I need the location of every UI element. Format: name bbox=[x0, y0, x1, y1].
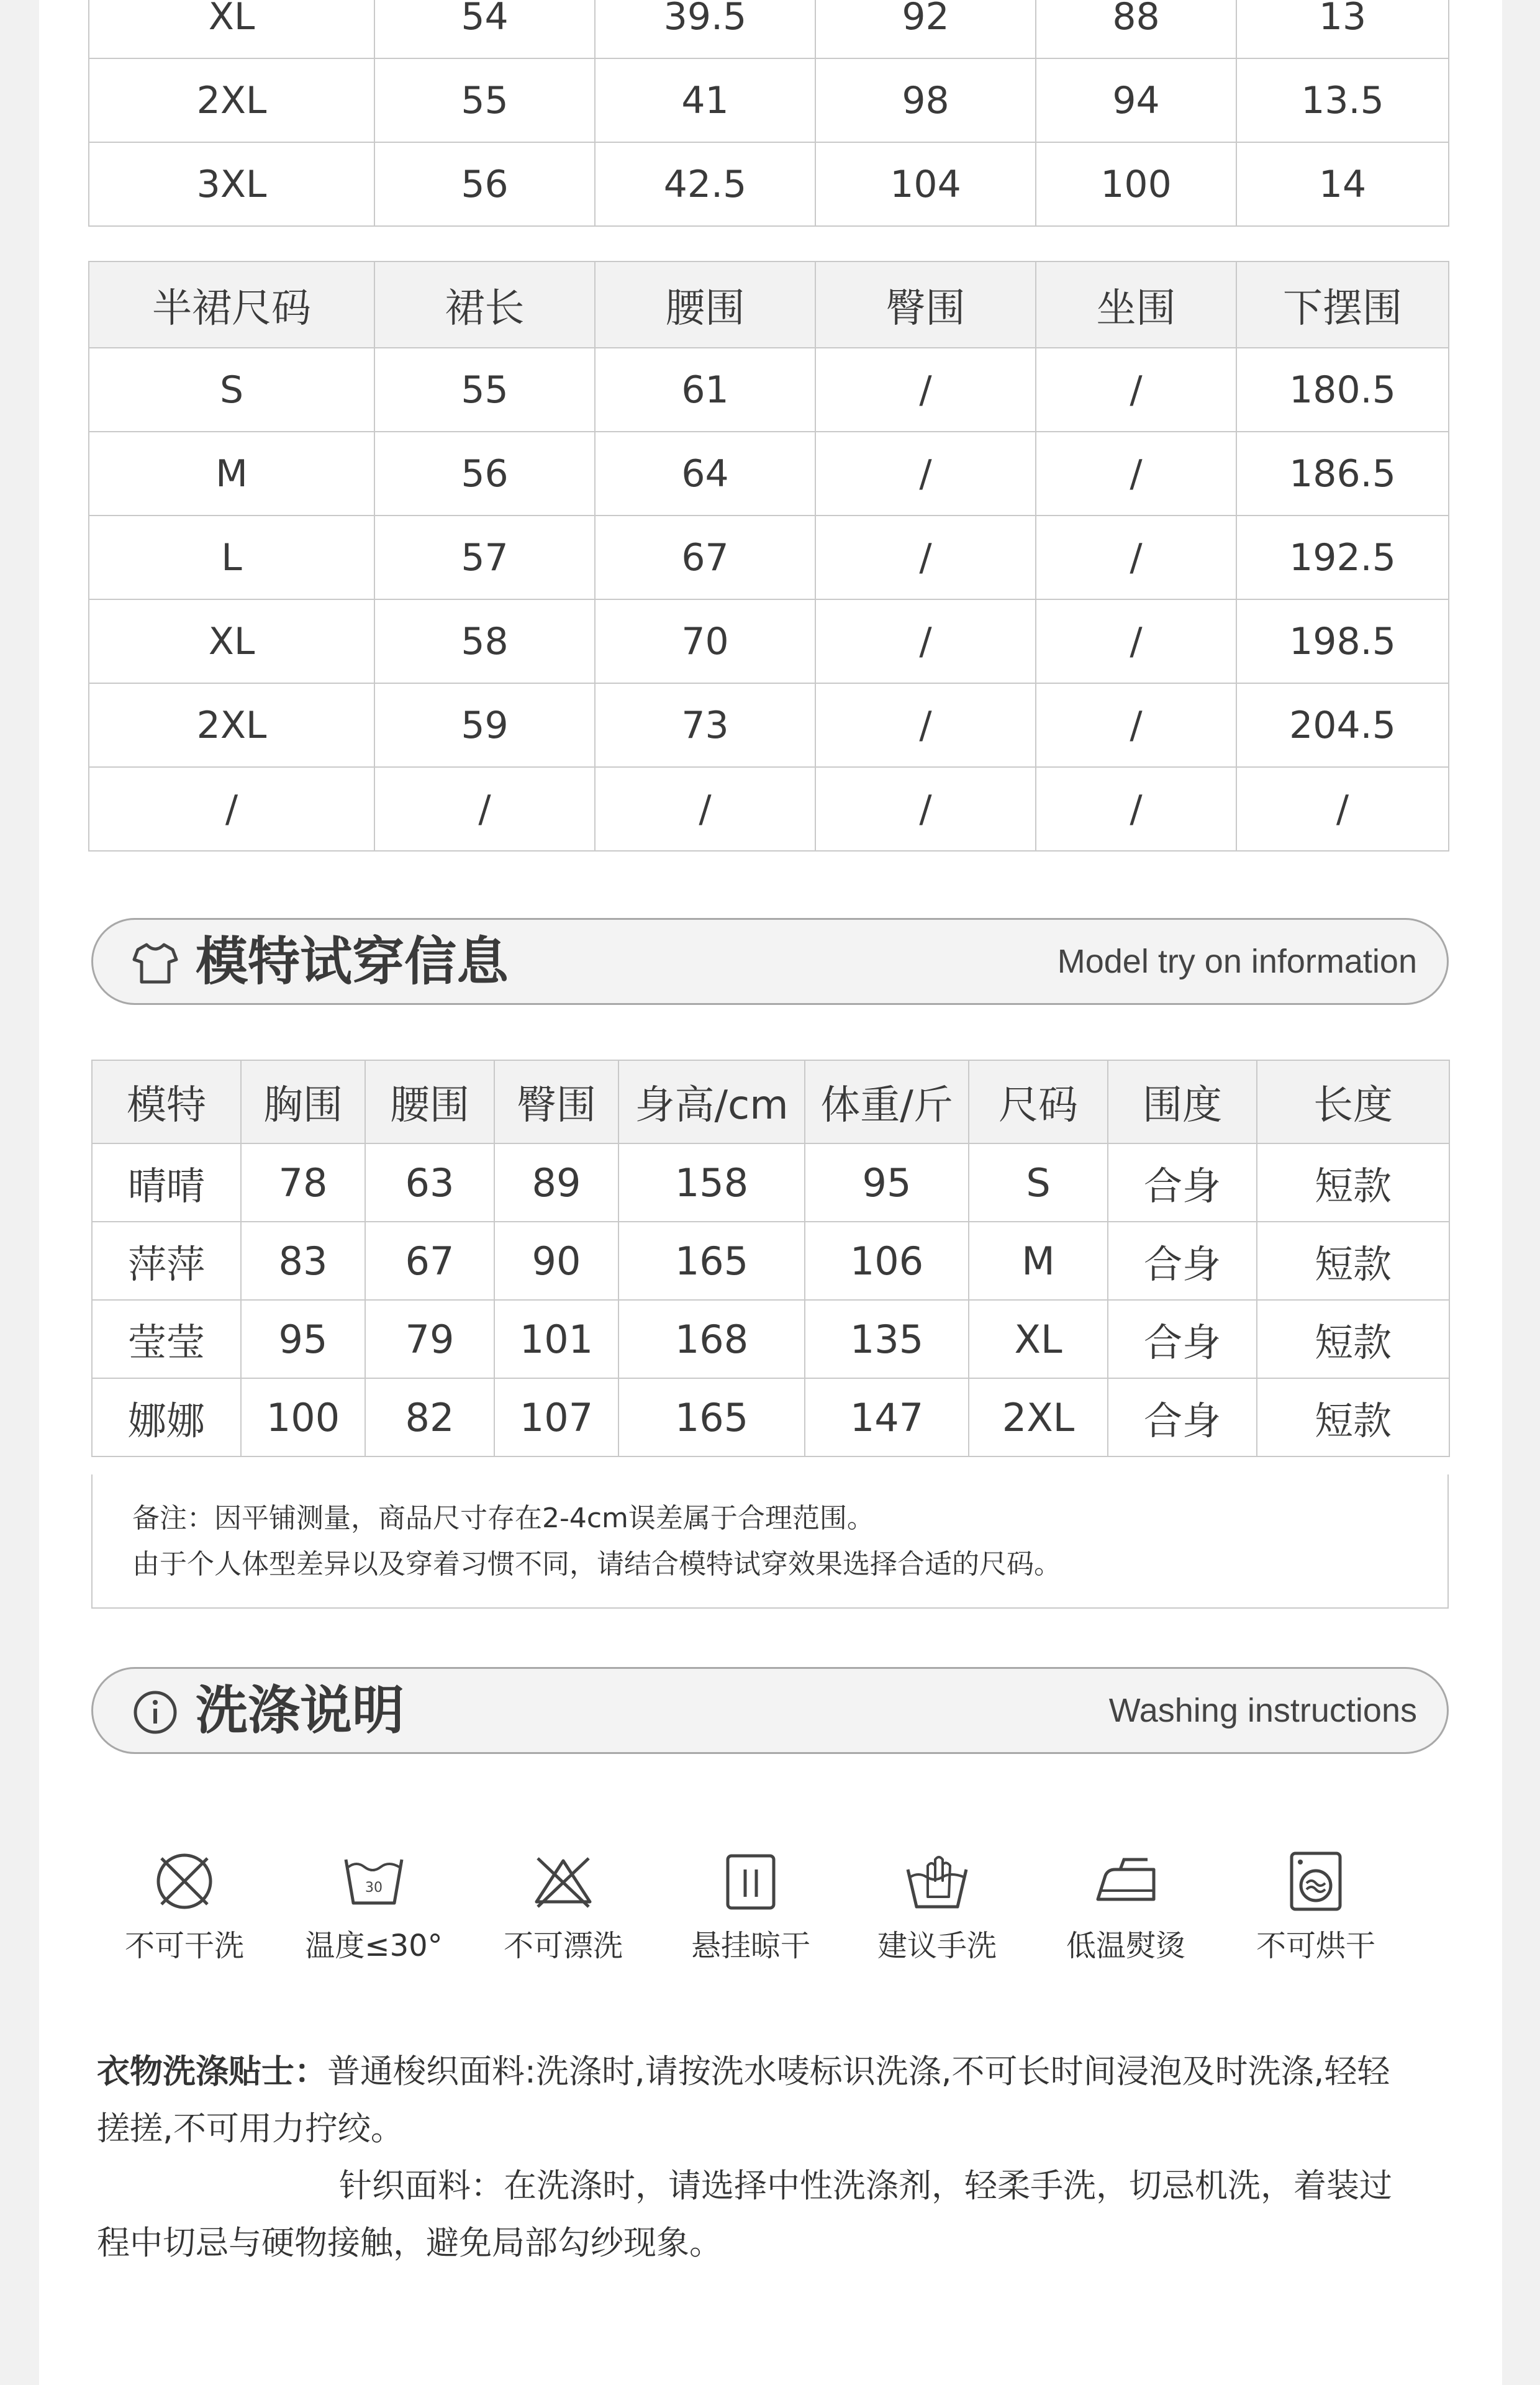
table-row bbox=[89, 767, 1449, 851]
column-header: 臀围 bbox=[815, 261, 1036, 348]
shirt-icon bbox=[130, 938, 180, 988]
table-cell: 55 bbox=[374, 348, 595, 432]
table-cell: / bbox=[1036, 348, 1236, 432]
tips-label: 衣物洗涤贴士： bbox=[97, 2053, 327, 2091]
table-cell: 101 bbox=[494, 1300, 618, 1378]
care-item-hand-wash bbox=[844, 1847, 1030, 1965]
table-cell: 82 bbox=[365, 1378, 494, 1456]
column-header: 模特 bbox=[92, 1060, 241, 1143]
table-row bbox=[89, 599, 1449, 683]
table-cell: 67 bbox=[595, 516, 815, 599]
model-info-banner bbox=[91, 918, 1449, 1005]
table-cell: 104 bbox=[815, 142, 1036, 226]
table-cell: 88 bbox=[1036, 0, 1236, 58]
top-size-table bbox=[88, 0, 1449, 227]
table-cell: 晴晴 bbox=[92, 1143, 241, 1222]
column-header: 腰围 bbox=[365, 1060, 494, 1143]
table-cell: 合身 bbox=[1108, 1300, 1257, 1378]
table-cell: 165 bbox=[618, 1378, 805, 1456]
table-cell: 168 bbox=[618, 1300, 805, 1378]
table-cell: 98 bbox=[815, 58, 1036, 142]
table-cell: 95 bbox=[241, 1300, 365, 1378]
table-cell: 41 bbox=[595, 58, 815, 142]
table-cell: 92 bbox=[815, 0, 1036, 58]
table-cell: 2XL bbox=[89, 58, 374, 142]
wash-30-icon bbox=[340, 1847, 408, 1915]
table-cell: XL bbox=[89, 0, 374, 58]
table-cell: / bbox=[815, 767, 1036, 851]
table-row bbox=[92, 1300, 1449, 1378]
washing-banner bbox=[91, 1667, 1449, 1754]
tip-line-1 bbox=[97, 2043, 1506, 2101]
table-row bbox=[89, 432, 1449, 516]
table-cell: 短款 bbox=[1257, 1222, 1449, 1300]
table-cell: 95 bbox=[805, 1143, 969, 1222]
model-info-subtitle: Model try on information bbox=[1057, 943, 1417, 980]
column-header: 尺码 bbox=[969, 1060, 1108, 1143]
table-cell: / bbox=[815, 599, 1036, 683]
table-cell: 79 bbox=[365, 1300, 494, 1378]
table-cell: 192.5 bbox=[1236, 516, 1449, 599]
table-cell: 莹莹 bbox=[92, 1300, 241, 1378]
table-cell: 198.5 bbox=[1236, 599, 1449, 683]
table-cell: 147 bbox=[805, 1378, 969, 1456]
table-cell: 14 bbox=[1236, 142, 1449, 226]
table-row bbox=[89, 0, 1449, 58]
table-cell: 2XL bbox=[969, 1378, 1108, 1456]
table-cell: 56 bbox=[374, 142, 595, 226]
column-header: 坐围 bbox=[1036, 261, 1236, 348]
column-header: 体重/斤 bbox=[805, 1060, 969, 1143]
table-cell: 158 bbox=[618, 1143, 805, 1222]
column-header: 围度 bbox=[1108, 1060, 1257, 1143]
note-line-2: 由于个人体型差异以及穿着习惯不同，请结合模特试穿效果选择合适的尺码。 bbox=[132, 1548, 1061, 1580]
table-cell: 107 bbox=[494, 1378, 618, 1456]
table-cell: 13.5 bbox=[1236, 58, 1449, 142]
care-item-wash-30 bbox=[281, 1847, 467, 1965]
column-header: 裙长 bbox=[374, 261, 595, 348]
table-cell: 短款 bbox=[1257, 1143, 1449, 1222]
column-header: 长度 bbox=[1257, 1060, 1449, 1143]
care-label: 不可漂洗 bbox=[503, 1928, 623, 1963]
table-cell: 合身 bbox=[1108, 1143, 1257, 1222]
table-cell: 短款 bbox=[1257, 1300, 1449, 1378]
table-row bbox=[92, 1143, 1449, 1222]
table-cell: 63 bbox=[365, 1143, 494, 1222]
table-cell: 39.5 bbox=[595, 0, 815, 58]
table-cell: 83 bbox=[241, 1222, 365, 1300]
table-cell: / bbox=[815, 683, 1036, 767]
table-cell: / bbox=[595, 767, 815, 851]
table-cell: S bbox=[969, 1143, 1108, 1222]
table-cell: 78 bbox=[241, 1143, 365, 1222]
column-header: 胸围 bbox=[241, 1060, 365, 1143]
table-row bbox=[89, 58, 1449, 142]
table-cell: 55 bbox=[374, 58, 595, 142]
table-row bbox=[92, 1378, 1449, 1456]
hand-wash-icon bbox=[903, 1847, 971, 1915]
tip-line-3: 针织面料：在洗涤时，请选择中性洗涤剂，轻柔手洗，切忌机洗，着装过 bbox=[339, 2167, 1392, 2205]
table-cell: 合身 bbox=[1108, 1378, 1257, 1456]
sizing-note bbox=[91, 1474, 1449, 1609]
model-info-title: 模特试穿信息 bbox=[196, 931, 509, 992]
table-cell: 89 bbox=[494, 1143, 618, 1222]
table-cell: 100 bbox=[1036, 142, 1236, 226]
table-cell: / bbox=[374, 767, 595, 851]
tip-line-4: 程中切忌与硬物接触，避免局部勾纱现象。 bbox=[97, 2224, 722, 2262]
table-cell: 165 bbox=[618, 1222, 805, 1300]
table-cell: 56 bbox=[374, 432, 595, 516]
care-label: 悬挂晾干 bbox=[691, 1928, 810, 1963]
table-row bbox=[92, 1222, 1449, 1300]
table-cell: / bbox=[815, 432, 1036, 516]
washing-title: 洗涤说明 bbox=[196, 1680, 405, 1741]
care-label: 不可烘干 bbox=[1256, 1928, 1375, 1963]
table-cell: 58 bbox=[374, 599, 595, 683]
table-cell: / bbox=[1036, 767, 1236, 851]
table-cell: M bbox=[969, 1222, 1108, 1300]
table-cell: 90 bbox=[494, 1222, 618, 1300]
table-cell: 106 bbox=[805, 1222, 969, 1300]
table-cell: 13 bbox=[1236, 0, 1449, 58]
table-cell: 204.5 bbox=[1236, 683, 1449, 767]
hang-dry-icon bbox=[717, 1847, 785, 1915]
table-cell: 100 bbox=[241, 1378, 365, 1456]
product-detail-page bbox=[39, 0, 1502, 2385]
table-cell: 短款 bbox=[1257, 1378, 1449, 1456]
table-row bbox=[89, 142, 1449, 226]
care-item-no-tumble-dry bbox=[1223, 1847, 1409, 1965]
table-cell: 180.5 bbox=[1236, 348, 1449, 432]
table-row bbox=[89, 683, 1449, 767]
table-cell: XL bbox=[89, 599, 374, 683]
model-try-on-table bbox=[91, 1060, 1450, 1457]
column-header: 下摆围 bbox=[1236, 261, 1449, 348]
table-cell: 67 bbox=[365, 1222, 494, 1300]
skirt-size-table bbox=[88, 261, 1449, 852]
care-item-no-dry-clean bbox=[91, 1847, 278, 1965]
wash-temp-badge: 30 bbox=[365, 1880, 383, 1896]
tip-line-2: 搓搓,不可用力拧绞。 bbox=[97, 2110, 404, 2148]
table-cell: 135 bbox=[805, 1300, 969, 1378]
column-header: 身高/cm bbox=[618, 1060, 805, 1143]
table-cell: 186.5 bbox=[1236, 432, 1449, 516]
care-item-no-bleach bbox=[470, 1847, 656, 1965]
table-cell: 42.5 bbox=[595, 142, 815, 226]
table-cell: 54 bbox=[374, 0, 595, 58]
table-cell: / bbox=[1036, 683, 1236, 767]
table-cell: / bbox=[1036, 599, 1236, 683]
tip-woven: 普通梭织面料:洗涤时,请按洗水唛标识洗涤,不可长时间浸泡及时洗涤,轻轻 bbox=[327, 2053, 1390, 2091]
table-cell: / bbox=[815, 516, 1036, 599]
table-cell: XL bbox=[969, 1300, 1108, 1378]
column-header: 半裙尺码 bbox=[89, 261, 374, 348]
note-line-1: 备注：因平铺测量，商品尺寸存在2-4cm误差属于合理范围。 bbox=[132, 1502, 874, 1534]
table-cell: / bbox=[1236, 767, 1449, 851]
table-cell: / bbox=[815, 348, 1036, 432]
no-bleach-icon bbox=[529, 1847, 597, 1915]
washing-subtitle: Washing instructions bbox=[1108, 1692, 1417, 1729]
table-cell: 2XL bbox=[89, 683, 374, 767]
table-cell: / bbox=[1036, 432, 1236, 516]
table-row bbox=[89, 348, 1449, 432]
table-cell: 娜娜 bbox=[92, 1378, 241, 1456]
care-label: 建议手洗 bbox=[877, 1928, 997, 1963]
care-label: 低温熨烫 bbox=[1066, 1928, 1185, 1963]
info-icon bbox=[130, 1688, 180, 1737]
table-cell: / bbox=[1036, 516, 1236, 599]
column-header: 臀围 bbox=[494, 1060, 618, 1143]
table-cell: / bbox=[89, 767, 374, 851]
table-cell: 61 bbox=[595, 348, 815, 432]
no-tumble-dry-icon bbox=[1282, 1847, 1350, 1915]
table-cell: 94 bbox=[1036, 58, 1236, 142]
washing-tips bbox=[97, 2043, 1506, 2272]
no-dry-clean-icon bbox=[150, 1847, 219, 1915]
table-cell: 57 bbox=[374, 516, 595, 599]
table-cell: 合身 bbox=[1108, 1222, 1257, 1300]
table-row bbox=[89, 516, 1449, 599]
table-cell: L bbox=[89, 516, 374, 599]
table-cell: 70 bbox=[595, 599, 815, 683]
table-cell: 73 bbox=[595, 683, 815, 767]
care-item-hang-dry bbox=[658, 1847, 844, 1965]
care-item-low-iron bbox=[1033, 1847, 1219, 1965]
table-cell: M bbox=[89, 432, 374, 516]
care-label: 温度≤30° bbox=[305, 1928, 443, 1963]
table-cell: 59 bbox=[374, 683, 595, 767]
column-header: 腰围 bbox=[595, 261, 815, 348]
table-cell: 3XL bbox=[89, 142, 374, 226]
care-label: 不可干洗 bbox=[124, 1928, 244, 1963]
low-iron-icon bbox=[1092, 1847, 1160, 1915]
care-icons-row bbox=[91, 1847, 1449, 1984]
table-cell: 64 bbox=[595, 432, 815, 516]
table-cell: S bbox=[89, 348, 374, 432]
table-cell: 萍萍 bbox=[92, 1222, 241, 1300]
